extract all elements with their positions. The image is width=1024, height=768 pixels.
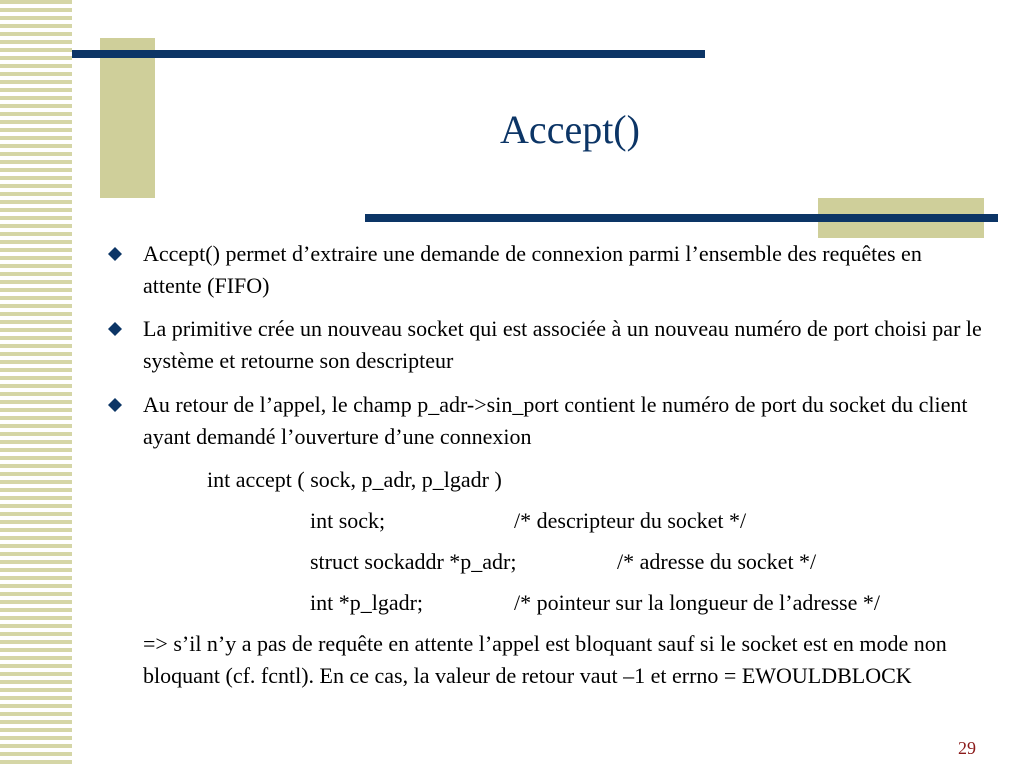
bullet-text-1: Accept() permet d’extraire une demande de connexion parmi l’ensemble des requêtes en attente (FIFO) — [143, 241, 922, 298]
bullet-text-3: Au retour de l’appel, le champ p_adr->sin_port contient le numéro de port du socket du client ayant demandé l’ouverture d’une connexion — [143, 392, 968, 449]
page-number: 29 — [958, 738, 976, 758]
title-tan-block — [100, 38, 155, 198]
param-comment: /* descripteur du socket */ — [514, 508, 747, 533]
param-comment: /* pointeur sur la longueur de l’adresse */ — [514, 590, 880, 615]
param-comment: /* adresse du socket */ — [617, 549, 817, 574]
code-signature: int accept ( sock, p_adr, p_lgadr ) — [207, 467, 502, 492]
param-decl: int *p_lgadr; — [310, 590, 424, 615]
param-decl: struct sockaddr *p_adr; — [310, 549, 517, 574]
param-decl: int sock; — [310, 508, 386, 533]
top-accent-bar — [72, 50, 705, 58]
bullet-text-2: La primitive crée un nouveau socket qui est associée à un nouveau numéro de port choisi par le système et retourne son descripteur — [143, 316, 982, 373]
title-divider-bar — [365, 214, 998, 222]
diamond-bullet-icon — [108, 247, 122, 261]
striped-margin-decoration — [0, 0, 72, 768]
slide-title: Accept() — [500, 107, 640, 152]
blocking-note: => s’il n’y a pas de requête en attente l’appel est bloquant sauf si le socket est en mode non bloquant (cf. fcntl). En ce cas, la valeur de retour vaut –1 et errno = EWOULDBLOCK — [143, 631, 947, 688]
diamond-bullet-icon — [108, 322, 122, 336]
diamond-bullet-icon — [108, 398, 122, 412]
